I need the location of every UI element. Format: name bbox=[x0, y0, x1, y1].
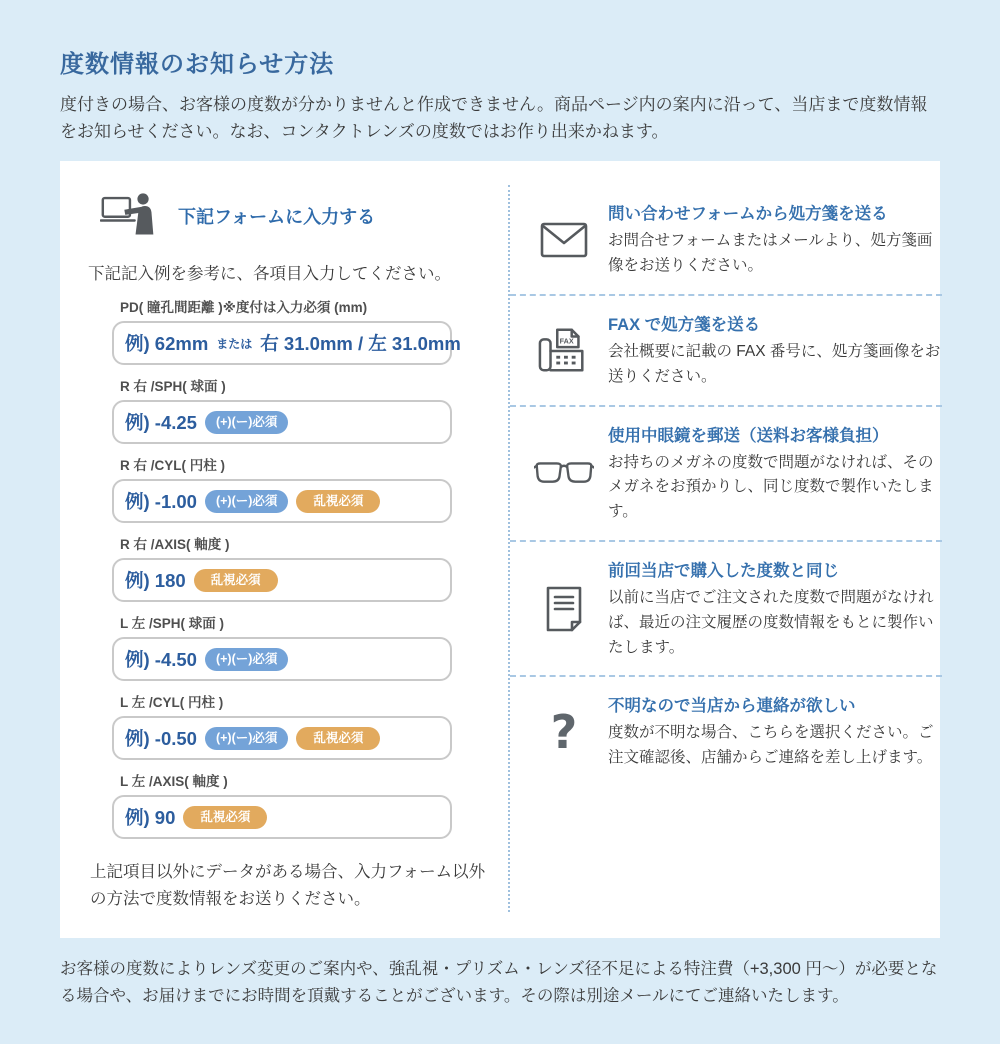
laptop-person-icon bbox=[100, 191, 158, 240]
example-value: 例) 62mm bbox=[125, 333, 209, 355]
form-field bbox=[112, 533, 452, 602]
sign-required-badge: (+)(ー)必須 bbox=[205, 727, 288, 750]
method-title: 前回当店で購入した度数と同じ bbox=[608, 561, 839, 580]
method-title: 問い合わせフォームから処方箋を送る bbox=[608, 205, 888, 224]
astigmatism-required-badge: 乱視必須 bbox=[296, 490, 380, 513]
sign-required-badge: (+)(ー)必須 bbox=[205, 490, 288, 513]
methods-list bbox=[508, 185, 968, 912]
example-value: 例) -0.50 bbox=[125, 728, 197, 750]
method-content bbox=[608, 557, 942, 660]
fax-icon bbox=[534, 327, 594, 373]
method-title: 使用中眼鏡を郵送（送料お客様負担） bbox=[608, 426, 889, 445]
field-label: L 左 /AXIS( 軸度 ) bbox=[120, 774, 228, 790]
method-item bbox=[510, 407, 942, 542]
method-body: お問合せフォームまたはメールより、処方箋画像をお送りください。 bbox=[608, 232, 933, 275]
sign-required-badge: (+)(ー)必須 bbox=[205, 648, 288, 671]
prescription-methods-card bbox=[60, 161, 940, 938]
example-value: 例) 180 bbox=[125, 570, 186, 592]
example-value: または bbox=[216, 336, 253, 351]
method-title: 不明なので当店から連絡が欲しい bbox=[608, 697, 856, 716]
method-item bbox=[510, 296, 942, 407]
astigmatism-required-badge: 乱視必須 bbox=[183, 806, 267, 829]
example-value: 例) -1.00 bbox=[125, 491, 197, 513]
form-field bbox=[112, 296, 461, 365]
field-label: PD( 瞳孔間距離 )※度付は入力必須 (mm) bbox=[120, 300, 368, 316]
form-section-title: 下記フォームに入力する bbox=[178, 206, 376, 227]
sign-required-badge: (+)(ー)必須 bbox=[205, 411, 288, 434]
form-field bbox=[112, 375, 452, 444]
field-label: R 右 /SPH( 球面 ) bbox=[120, 379, 226, 395]
method-item bbox=[510, 542, 942, 677]
footer-note: お客様の度数によりレンズ変更のご案内や、強乱視・プリズム・レンズ径不足による特注費（+3,300 円～）が必要となる場合や、お届けまでにお時間を頂戴することがございます。その際は別途メールにてご連絡いたします。 bbox=[60, 960, 938, 1006]
example-input-box[interactable] bbox=[112, 637, 452, 681]
example-input-box[interactable] bbox=[112, 400, 452, 444]
form-field bbox=[112, 454, 452, 523]
form-field bbox=[112, 612, 452, 681]
method-body: 会社概要に記載の FAX 番号に、処方箋画像をお送りください。 bbox=[608, 342, 941, 385]
example-value: 例) -4.50 bbox=[125, 649, 197, 671]
field-label: L 左 /CYL( 円柱 ) bbox=[120, 695, 224, 711]
method-title: FAX で処方箋を送る bbox=[608, 315, 761, 334]
form-instruction: 下記記入例を参考に、各項目入力してください。 bbox=[88, 265, 451, 284]
form-field bbox=[112, 691, 452, 760]
glasses-icon bbox=[534, 460, 594, 486]
method-content bbox=[608, 311, 942, 390]
method-content bbox=[608, 200, 942, 279]
envelope-icon bbox=[534, 222, 594, 258]
example-value: 例) 90 bbox=[125, 807, 176, 829]
example-value: 右 31.0mm / 左 31.0mm bbox=[260, 333, 461, 355]
field-label: R 右 /CYL( 円柱 ) bbox=[120, 458, 225, 474]
question-icon: ? bbox=[550, 704, 578, 759]
example-value: 例) -4.25 bbox=[125, 412, 197, 434]
example-input-box[interactable] bbox=[112, 479, 452, 523]
intro-text: 度付きの場合、お客様の度数が分かりませんと作成できません。商品ページ内の案内に沿って、当店まで度数情報をお知らせください。なお、コンタクトレンズの度数ではお作り出来かねます。 bbox=[60, 95, 928, 142]
method-content bbox=[608, 422, 942, 525]
form-note: 上記項目以外にデータがある場合、入力フォーム以外の方法で度数情報をお送りください。 bbox=[90, 863, 486, 908]
field-label: L 左 /SPH( 球面 ) bbox=[120, 616, 225, 632]
example-input-box[interactable] bbox=[112, 795, 452, 839]
document-icon bbox=[534, 586, 594, 632]
example-input-box[interactable] bbox=[112, 558, 452, 602]
prescription-form-fields bbox=[112, 296, 461, 839]
method-item bbox=[510, 185, 942, 296]
field-label: R 右 /AXIS( 軸度 ) bbox=[120, 537, 230, 553]
svg-text:FAX: FAX bbox=[559, 336, 574, 346]
example-input-box[interactable] bbox=[112, 716, 452, 760]
astigmatism-required-badge: 乱視必須 bbox=[296, 727, 380, 750]
method-body: 以前に当店でご注文された度数で問題がなければ、最近の注文履歴の度数情報をもとに製作いたします。 bbox=[608, 588, 934, 656]
form-field bbox=[112, 770, 452, 839]
method-content bbox=[608, 692, 942, 771]
astigmatism-required-badge: 乱視必須 bbox=[194, 569, 278, 592]
form-section-header bbox=[100, 191, 498, 240]
method-item bbox=[510, 677, 942, 786]
page-title: 度数情報のお知らせ方法 bbox=[60, 51, 335, 78]
example-input-box[interactable] bbox=[112, 321, 461, 365]
method-body: お持ちのメガネの度数で問題がなければ、そのメガネをお預かりし、同じ度数で製作いたします。 bbox=[608, 453, 934, 521]
form-input-section bbox=[60, 185, 508, 912]
method-body: 度数が不明な場合、こちらを選択ください。ご注文確認後、店舗からご連絡を差し上げます。 bbox=[608, 724, 934, 767]
